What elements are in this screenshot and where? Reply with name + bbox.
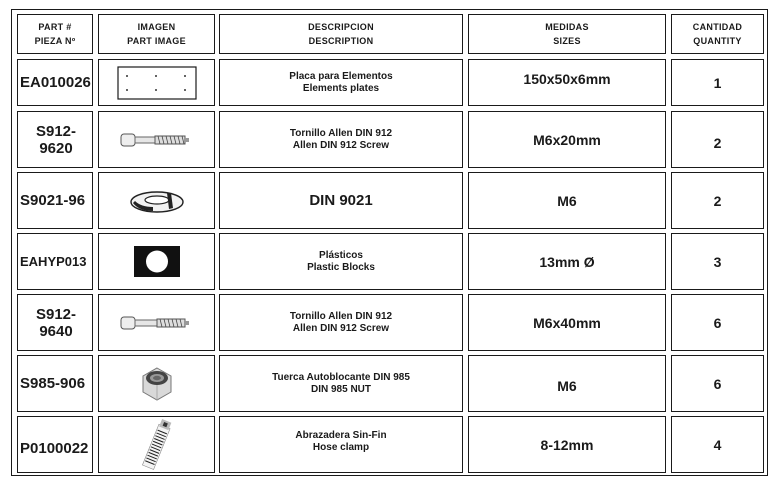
- description: [219, 172, 463, 229]
- header-sizes-en: SIZES: [553, 36, 581, 46]
- part-image: [98, 233, 215, 290]
- description-en: DIN 985 NUT: [310, 383, 371, 395]
- description-es: Tornillo Allen DIN 912: [289, 127, 393, 139]
- quantity: 6: [671, 294, 764, 351]
- quantity: 4: [671, 416, 764, 473]
- plate-icon: [117, 66, 197, 100]
- part-number: S912-9640: [17, 294, 93, 351]
- description-en: Allen DIN 912 Screw: [292, 322, 390, 334]
- header-description-es: DESCRIPCION: [308, 22, 374, 32]
- header-image-es: IMAGEN: [137, 22, 176, 32]
- description-es: Abrazadera Sin-Fin: [295, 429, 387, 441]
- description-es: DIN 9021: [309, 191, 373, 209]
- header-description-en: DESCRIPTION: [308, 36, 374, 46]
- description: [219, 355, 463, 412]
- part-image: [98, 416, 215, 473]
- header-quantity-es: CANTIDAD: [692, 22, 743, 32]
- part-image: [98, 294, 215, 351]
- part-number: S9021-96: [17, 172, 93, 229]
- header-image-en: PART IMAGE: [127, 36, 186, 46]
- part-number: S912-9620: [17, 111, 93, 168]
- header-quantity-en: QUANTITY: [693, 36, 742, 46]
- part-image: [98, 111, 215, 168]
- lock-nut-icon: [139, 366, 175, 402]
- header-part-en: PIEZA Nº: [34, 36, 76, 46]
- description-es: Plásticos: [319, 249, 363, 261]
- part-number: P0100022: [17, 416, 93, 473]
- header-part-es: PART #: [38, 22, 72, 32]
- part-image: [98, 59, 215, 106]
- description-en: Hose clamp: [312, 441, 370, 453]
- size: M6: [468, 355, 666, 412]
- quantity: 1: [671, 59, 764, 106]
- size: 8-12mm: [468, 416, 666, 473]
- part-image: [98, 172, 215, 229]
- allen-screw-short-icon: [117, 132, 197, 148]
- description-en: Plastic Blocks: [307, 261, 375, 273]
- part-number: S985-906: [17, 355, 93, 412]
- header-sizes-es: MEDIDAS: [545, 22, 589, 32]
- size: 13mm Ø: [468, 233, 666, 290]
- part-number: EA010026: [17, 59, 93, 106]
- description: [219, 416, 463, 473]
- size: 150x50x6mm: [468, 59, 666, 106]
- washer-icon: [129, 189, 185, 213]
- description-es: Placa para Elementos: [289, 70, 393, 82]
- description: [219, 294, 463, 351]
- quantity: 2: [671, 172, 764, 229]
- size: M6x20mm: [468, 111, 666, 168]
- description-en: Elements plates: [302, 82, 380, 94]
- part-number: EAHYP013: [17, 233, 93, 290]
- description: [219, 111, 463, 168]
- part-image: [98, 355, 215, 412]
- allen-screw-long-icon: [117, 315, 197, 331]
- description: [219, 59, 463, 106]
- size: M6x40mm: [468, 294, 666, 351]
- header-sizes: [468, 14, 666, 54]
- size: M6: [468, 172, 666, 229]
- quantity: 2: [671, 111, 764, 168]
- hose-clamp-icon: [142, 419, 172, 471]
- header-image: [98, 14, 215, 54]
- description: [219, 233, 463, 290]
- header-part: [17, 14, 93, 54]
- description-es: Tuerca Autoblocante DIN 985: [272, 371, 410, 383]
- plastic-block-icon: [134, 246, 180, 277]
- header-description: [219, 14, 463, 54]
- description-en: Allen DIN 912 Screw: [292, 139, 390, 151]
- header-quantity: [671, 14, 764, 54]
- quantity: 6: [671, 355, 764, 412]
- description-es: Tornillo Allen DIN 912: [289, 310, 393, 322]
- quantity: 3: [671, 233, 764, 290]
